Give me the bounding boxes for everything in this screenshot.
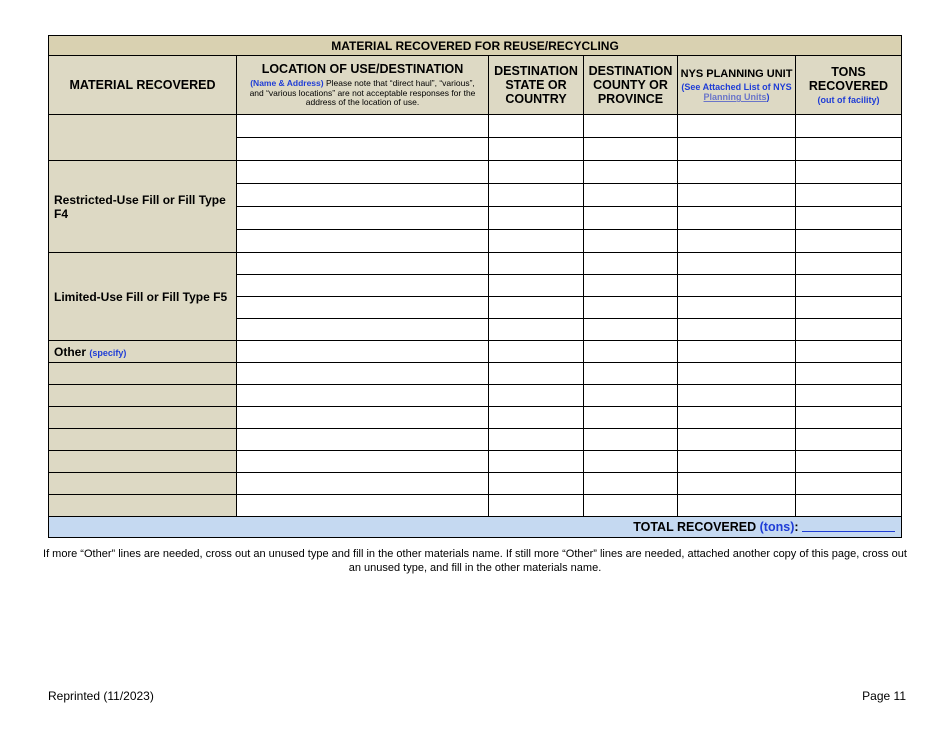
county-input[interactable]: [584, 230, 678, 253]
material-label-blank: [49, 115, 237, 161]
planning-unit-input[interactable]: [678, 207, 796, 230]
tons-input[interactable]: [796, 161, 902, 184]
location-header-title: LOCATION OF USE/DESTINATION: [261, 61, 464, 76]
county-input[interactable]: [584, 451, 678, 473]
other-material-input[interactable]: [49, 363, 237, 385]
reprint-date: Reprinted (11/2023): [48, 689, 154, 703]
county-input[interactable]: [584, 495, 678, 517]
state-input[interactable]: [489, 429, 584, 451]
planning-header-note: [678, 82, 795, 102]
planning-unit-input[interactable]: [678, 115, 796, 138]
other-material-input[interactable]: [49, 451, 237, 473]
location-input[interactable]: [237, 341, 489, 363]
material-label-fill-f5: Limited-Use Fill or Fill Type F5: [49, 253, 237, 341]
tons-header-title: TONS RECOVERED: [808, 64, 889, 93]
footnote: If more “Other” lines are needed, cross out an unused type and fill in the other materials name. If still more “Other” lines are needed, attached another copy of this page, cross out an unused type, and fill in the other materials name.: [43, 548, 907, 575]
tons-input[interactable]: [796, 275, 902, 297]
location-note-text: Please note that “direct haul”, “various”, and “various locations” are not acceptable responses for the address of the location of use.: [249, 77, 476, 108]
planning-unit-input[interactable]: [678, 184, 796, 207]
planning-unit-input[interactable]: [678, 161, 796, 184]
county-input[interactable]: [584, 407, 678, 429]
state-input[interactable]: [489, 161, 584, 184]
total-label: TOTAL RECOVERED: [633, 520, 757, 534]
planning-unit-input[interactable]: [678, 363, 796, 385]
tons-input[interactable]: [796, 184, 902, 207]
location-input[interactable]: [237, 297, 489, 319]
location-input[interactable]: [237, 207, 489, 230]
county-input[interactable]: [584, 473, 678, 495]
location-input[interactable]: [237, 451, 489, 473]
location-input[interactable]: [237, 407, 489, 429]
planning-unit-input[interactable]: [678, 297, 796, 319]
tons-header-note: (out of facility): [817, 94, 880, 105]
county-input[interactable]: [584, 363, 678, 385]
col-header-tons: [796, 56, 902, 115]
planning-unit-input[interactable]: [678, 451, 796, 473]
tons-input[interactable]: [796, 115, 902, 138]
total-tons-input[interactable]: [802, 520, 895, 532]
other-specify-note: (specify): [89, 347, 127, 358]
tons-input[interactable]: [796, 341, 902, 363]
planning-unit-input[interactable]: [678, 319, 796, 341]
planning-header-title: NYS PLANNING UNIT: [680, 67, 793, 80]
location-header-note: [237, 79, 488, 108]
county-input[interactable]: [584, 253, 678, 275]
page-number: Page 11: [862, 689, 906, 703]
location-input[interactable]: [237, 253, 489, 275]
tons-input[interactable]: [796, 407, 902, 429]
location-input[interactable]: [237, 275, 489, 297]
county-input[interactable]: [584, 184, 678, 207]
state-input[interactable]: [489, 363, 584, 385]
tons-input[interactable]: [796, 138, 902, 161]
county-input[interactable]: [584, 319, 678, 341]
planning-unit-input[interactable]: [678, 138, 796, 161]
state-input[interactable]: [489, 115, 584, 138]
state-input[interactable]: [489, 451, 584, 473]
county-input[interactable]: [584, 341, 678, 363]
other-material-input[interactable]: [49, 495, 237, 517]
location-note-blue: (Name & Address): [250, 77, 324, 88]
county-input[interactable]: [584, 161, 678, 184]
total-colon: :: [794, 520, 799, 534]
planning-unit-input[interactable]: [678, 429, 796, 451]
table-banner: MATERIAL RECOVERED FOR REUSE/RECYCLING: [49, 36, 902, 56]
total-unit: (tons): [759, 520, 795, 534]
county-input[interactable]: [584, 275, 678, 297]
state-input[interactable]: [489, 385, 584, 407]
location-input[interactable]: [237, 184, 489, 207]
material-label-other: [49, 341, 237, 363]
location-input[interactable]: [237, 473, 489, 495]
location-input[interactable]: [237, 495, 489, 517]
county-input[interactable]: [584, 385, 678, 407]
tons-input[interactable]: [796, 230, 902, 253]
state-input[interactable]: [489, 473, 584, 495]
location-input[interactable]: [237, 138, 489, 161]
col-header-state: DESTINATION STATE OR COUNTRY: [489, 56, 584, 115]
state-input[interactable]: [489, 495, 584, 517]
other-material-input[interactable]: [49, 473, 237, 495]
tons-input[interactable]: [796, 429, 902, 451]
state-input[interactable]: [489, 184, 584, 207]
planning-unit-input[interactable]: [678, 341, 796, 363]
other-material-input[interactable]: [49, 385, 237, 407]
col-header-county: DESTINATION COUNTY OR PROVINCE: [584, 56, 678, 115]
planning-unit-input[interactable]: [678, 230, 796, 253]
tons-input[interactable]: [796, 319, 902, 341]
state-input[interactable]: [489, 275, 584, 297]
state-input[interactable]: [489, 138, 584, 161]
col-header-material: MATERIAL RECOVERED: [49, 56, 237, 115]
tons-input[interactable]: [796, 207, 902, 230]
planning-note-text: (See Attached List of NYS: [681, 82, 792, 93]
location-input[interactable]: [237, 319, 489, 341]
state-input[interactable]: [489, 319, 584, 341]
location-input[interactable]: [237, 385, 489, 407]
planning-unit-input[interactable]: [678, 407, 796, 429]
location-input[interactable]: [237, 429, 489, 451]
other-label: Other: [54, 344, 87, 359]
planning-unit-input[interactable]: [678, 495, 796, 517]
planning-unit-input[interactable]: [678, 385, 796, 407]
tons-input[interactable]: [796, 253, 902, 275]
tons-input[interactable]: [796, 297, 902, 319]
state-input[interactable]: [489, 253, 584, 275]
location-input[interactable]: [237, 363, 489, 385]
state-input[interactable]: [489, 207, 584, 230]
planning-unit-input[interactable]: [678, 473, 796, 495]
planning-unit-input[interactable]: [678, 253, 796, 275]
planning-unit-input[interactable]: [678, 275, 796, 297]
location-input[interactable]: [237, 161, 489, 184]
county-input[interactable]: [584, 207, 678, 230]
material-recovered-form: [48, 35, 901, 538]
other-material-input[interactable]: [49, 429, 237, 451]
tons-input[interactable]: [796, 495, 902, 517]
tons-input[interactable]: [796, 473, 902, 495]
county-input[interactable]: [584, 429, 678, 451]
state-input[interactable]: [489, 297, 584, 319]
tons-input[interactable]: [796, 451, 902, 473]
county-input[interactable]: [584, 297, 678, 319]
planning-units-link[interactable]: Planning Units: [703, 92, 767, 103]
state-input[interactable]: [489, 407, 584, 429]
total-recovered-row: [49, 517, 902, 538]
col-header-planning-unit: [678, 56, 796, 115]
state-input[interactable]: [489, 341, 584, 363]
material-recovered-table: [48, 35, 902, 538]
county-input[interactable]: [584, 115, 678, 138]
location-input[interactable]: [237, 115, 489, 138]
planning-note-end: ): [766, 92, 770, 103]
other-material-input[interactable]: [49, 407, 237, 429]
tons-input[interactable]: [796, 363, 902, 385]
location-input[interactable]: [237, 230, 489, 253]
material-label-fill-f4: Restricted-Use Fill or Fill Type F4: [49, 161, 237, 253]
state-input[interactable]: [489, 230, 584, 253]
county-input[interactable]: [584, 138, 678, 161]
tons-input[interactable]: [796, 385, 902, 407]
col-header-location: [237, 56, 489, 115]
